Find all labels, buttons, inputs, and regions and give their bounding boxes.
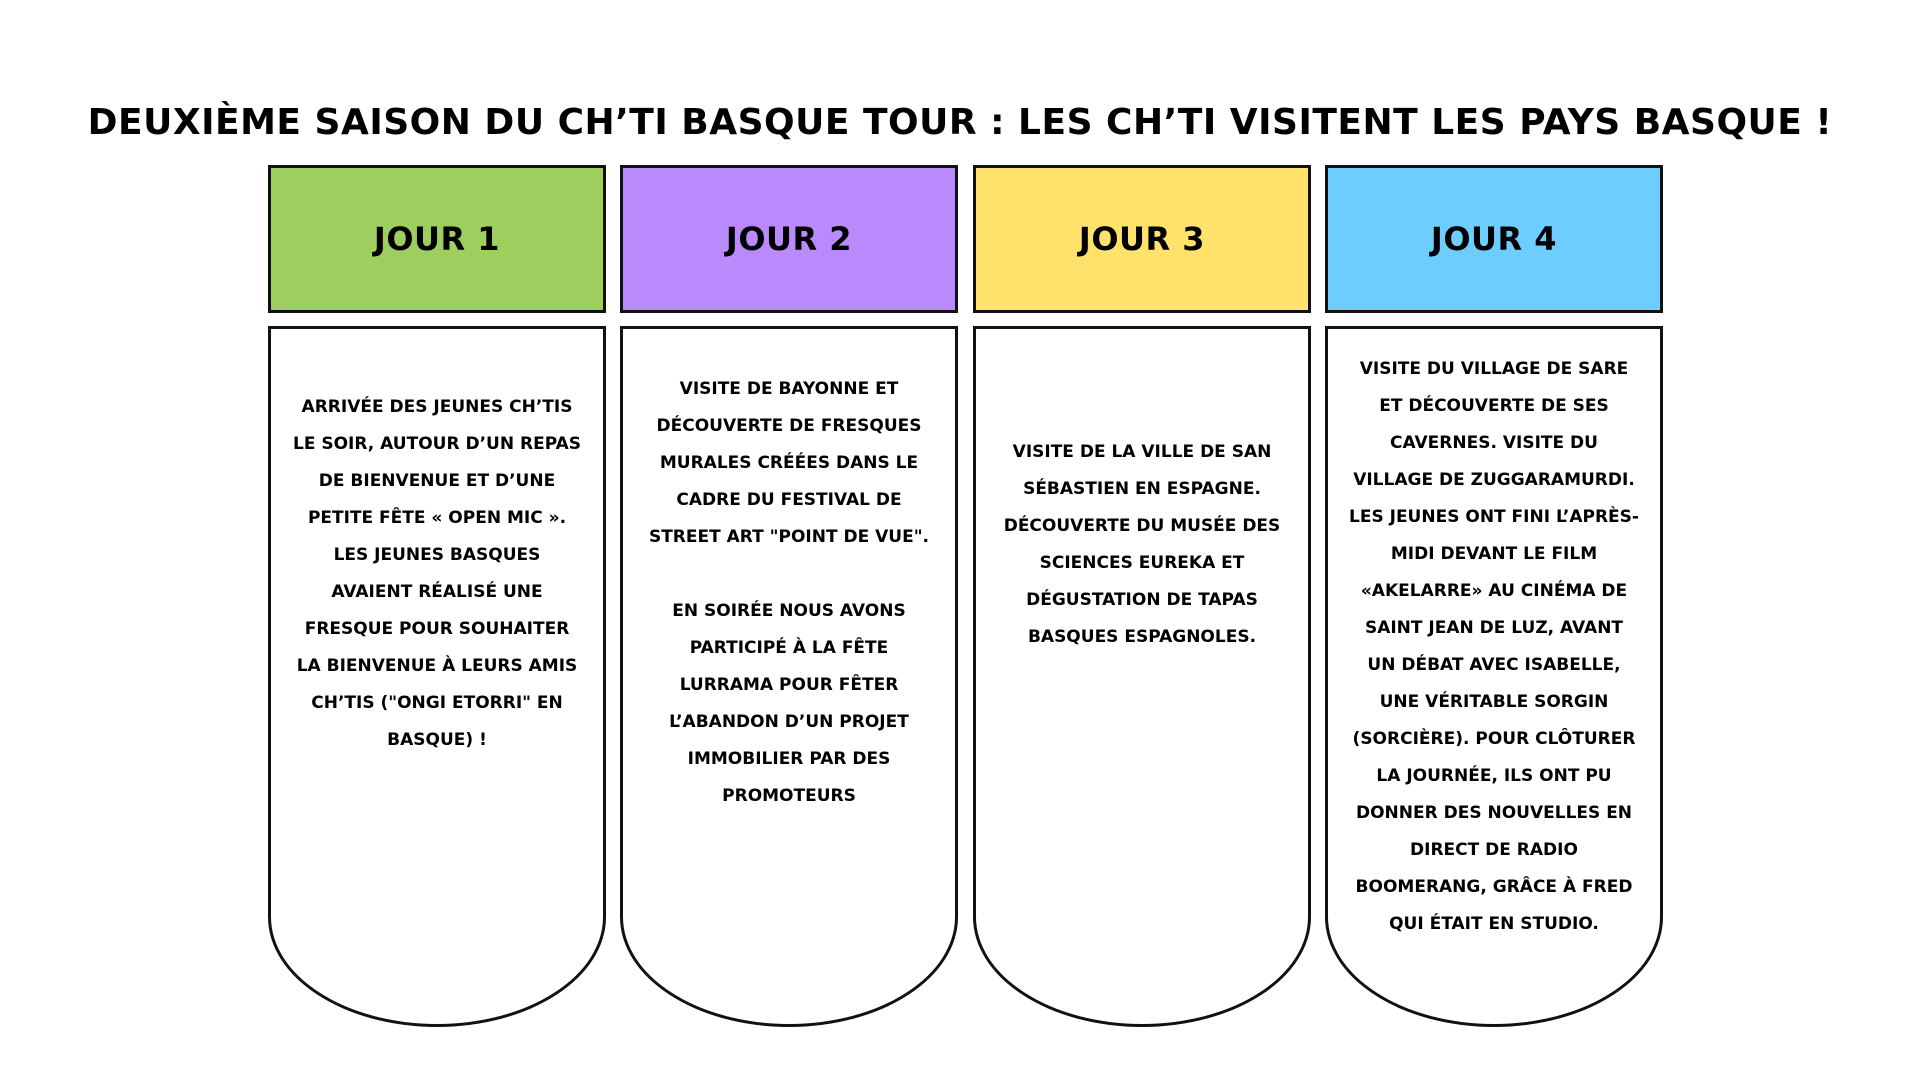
day-description: ARRIVÉE DES JEUNES CH’TIS LE SOIR, AUTOUR D’UN REPAS DE BIENVENUE ET D’UNE PETITE FÊTE « OPEN MIC ». LES JEUNES BASQUES AVAIENT RÉALISÉ UNE FRESQUE POUR SOUHAITER LA BIENVENUE À LEURS AMIS CH’TIS ("ONGI ETORRI" EN BASQUE) ! <box>293 397 581 750</box>
day-card-1 <box>268 326 606 1027</box>
day-header-label: JOUR 3 <box>1078 220 1206 258</box>
day-columns <box>268 165 1663 1027</box>
day-header-2 <box>620 165 958 313</box>
day-card-4 <box>1325 326 1663 1027</box>
day-header-4 <box>1325 165 1663 313</box>
day-column-1 <box>268 165 606 1027</box>
page-title: DEUXIÈME SAISON DU CH’TI BASQUE TOUR : LES CH’TI VISITENT LES PAYS BASQUE ! <box>87 102 1833 144</box>
day-header-3 <box>973 165 1311 313</box>
day-header-label: JOUR 1 <box>373 220 501 258</box>
day-column-2 <box>620 165 958 1027</box>
day-card-2 <box>620 326 958 1027</box>
day-header-label: JOUR 2 <box>725 220 853 258</box>
day-card-3 <box>973 326 1311 1027</box>
day-description: VISITE DE LA VILLE DE SAN SÉBASTIEN EN ESPAGNE. DÉCOUVERTE DU MUSÉE DES SCIENCES EUREKA ET DÉGUSTATION DE TAPAS BASQUES ESPAGNOLES. <box>1003 442 1281 647</box>
day-header-1 <box>268 165 606 313</box>
day-header-label: JOUR 4 <box>1430 220 1558 258</box>
day-description: VISITE DU VILLAGE DE SARE ET DÉCOUVERTE DE SES CAVERNES. VISITE DU VILLAGE DE ZUGGARAMURDI. LES JEUNES ONT FINI L’APRÈS-MIDI DEVANT LE FILM «AKELARRE» AU CINÉMA DE SAINT JEAN DE LUZ, AVANT UN DÉBAT AVEC ISABELLE, UNE VÉRITABLE SORGIN (SORCIÈRE). POUR CLÔTURER LA JOURNÉE, ILS ONT PU DONNER DES NOUVELLES EN DIRECT DE RADIO BOOMERANG, GRÂCE À FRED QUI ÉTAIT EN STUDIO. <box>1349 359 1639 934</box>
day-description: VISITE DE BAYONNE ET DÉCOUVERTE DE FRESQUES MURALES CRÉÉES DANS LE CADRE DU FESTIVAL DE STREET ART "POINT DE VUE". EN SOIRÉE NOUS AVONS PARTICIPÉ À LA FÊTE LURRAMA POUR FÊTER L’ABANDON D’UN PROJET IMMOBILIER PAR DES PROMOTEURS <box>648 379 930 806</box>
day-column-4 <box>1325 165 1663 1027</box>
day-column-3 <box>973 165 1311 1027</box>
